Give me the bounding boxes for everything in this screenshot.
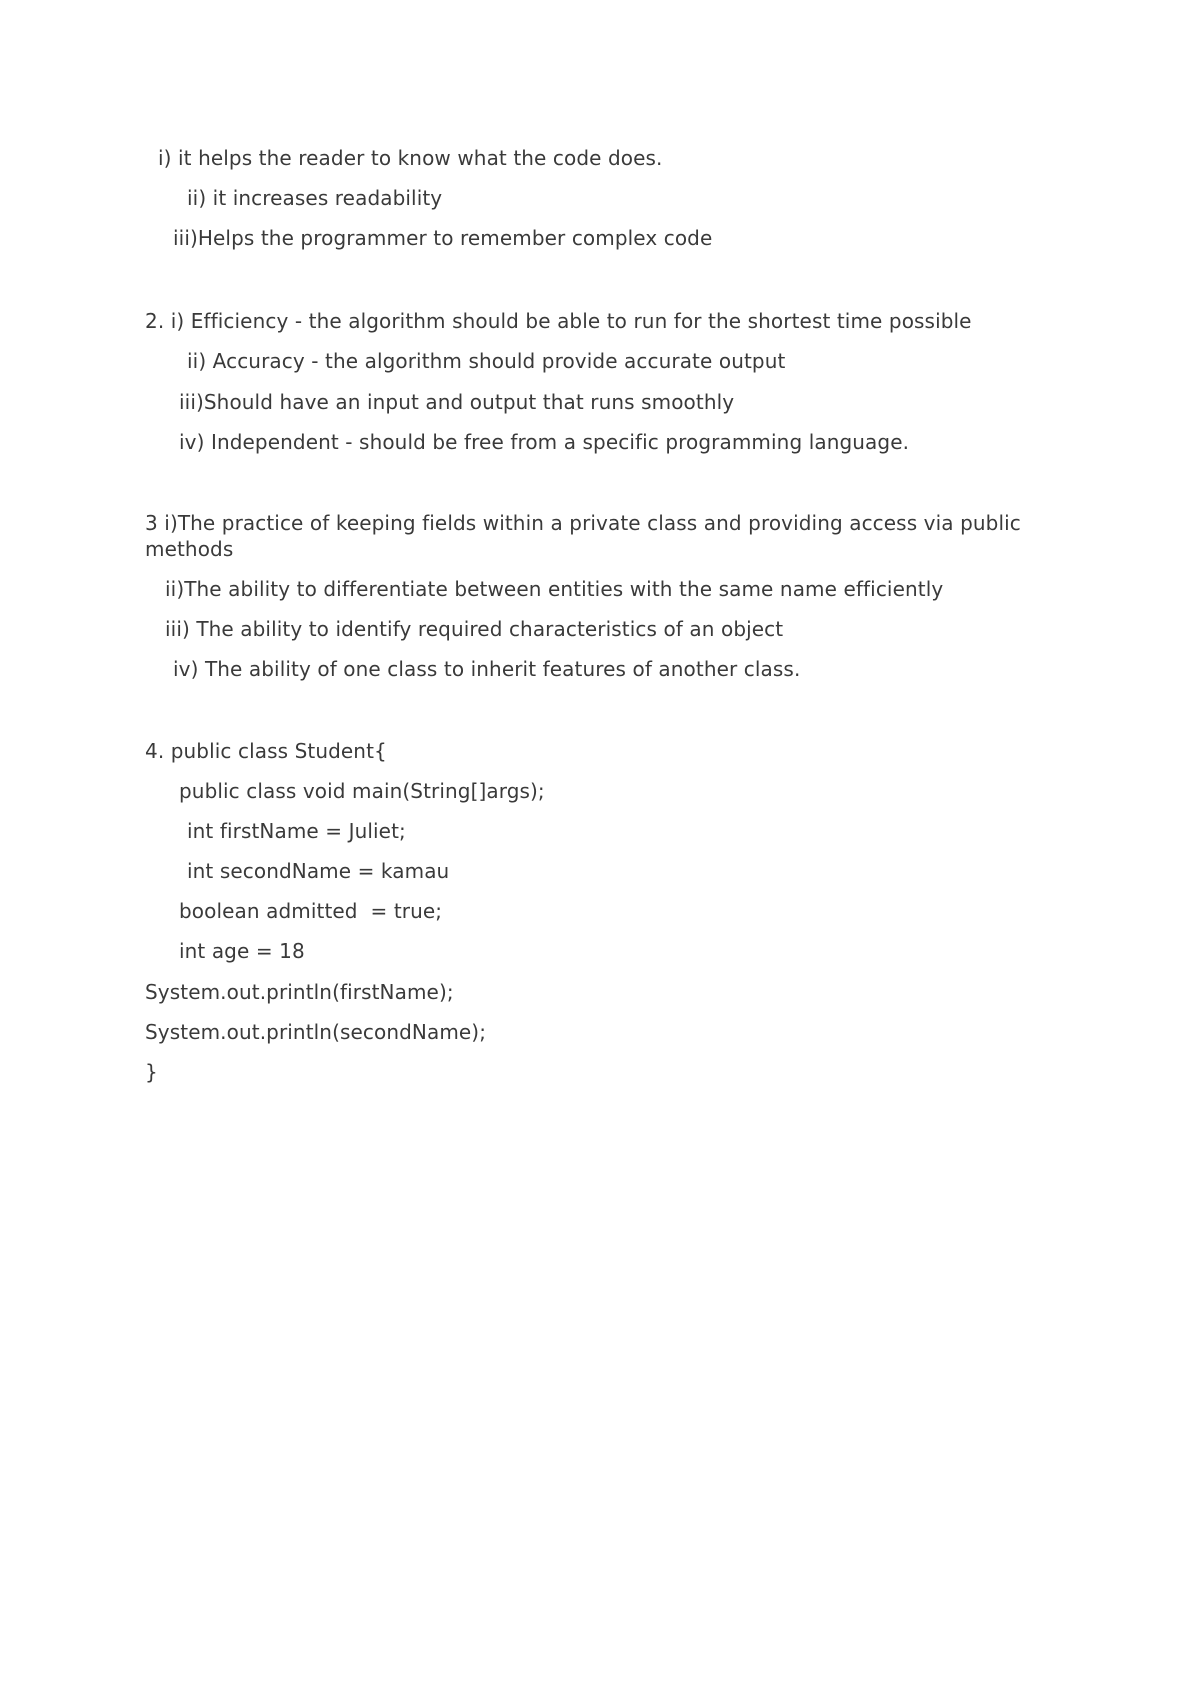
section2-item-3: iii)Should have an input and output that runs smoothly [179, 390, 735, 414]
section3-item-3: iii) The ability to identify required characteristics of an object [165, 617, 784, 641]
section2-item-1: 2. i) Efficiency - the algorithm should be able to run for the shortest time possible [145, 309, 972, 333]
section1-item-3: iii)Helps the programmer to remember complex code [173, 226, 713, 250]
code-line-3: int firstName = Juliet; [187, 819, 406, 843]
section2-item-4: iv) Independent - should be free from a specific programming language. [179, 430, 910, 454]
section3-item-4: iv) The ability of one class to inherit features of another class. [173, 657, 801, 681]
section1-item-1: i) it helps the reader to know what the code does. [158, 146, 663, 170]
code-line-2: public class void main(String[]args); [179, 779, 545, 803]
section1-item-2: ii) it increases readability [187, 186, 443, 210]
section3-item-2: ii)The ability to differentiate between entities with the same name efficiently [165, 577, 944, 601]
code-line-1: 4. public class Student{ [145, 739, 387, 763]
code-line-9: } [145, 1060, 158, 1084]
section2-item-2: ii) Accuracy - the algorithm should provide accurate output [187, 349, 786, 373]
code-line-5: boolean admitted = true; [179, 899, 443, 923]
section3-item-1: 3 i)The practice of keeping fields within a private class and providing access via public methods [145, 511, 1021, 561]
code-line-8: System.out.println(secondName); [145, 1020, 487, 1044]
code-line-7: System.out.println(firstName); [145, 980, 454, 1004]
code-line-6: int age = 18 [179, 939, 305, 963]
code-line-4: int secondName = kamau [187, 859, 450, 883]
